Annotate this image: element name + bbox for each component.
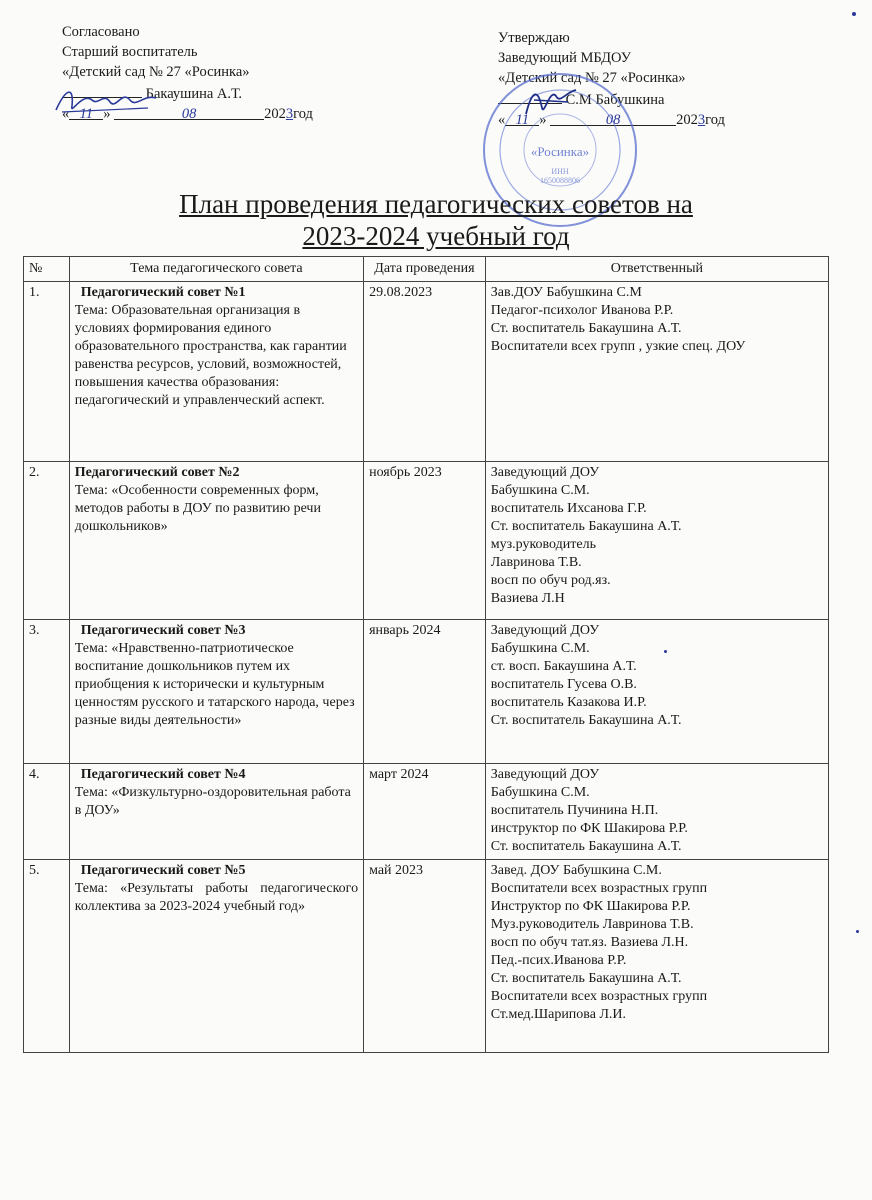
ink-dot: [852, 12, 856, 16]
ink-dot: [856, 930, 859, 933]
responsible-line: Завед. ДОУ Бабушкина С.М.: [490, 863, 662, 878]
responsible-line: воспитатель Казакова И.Р.: [490, 695, 647, 710]
approval-left-year-suffix: год: [293, 106, 313, 122]
responsible-line: Ст. воспитатель Бакаушина А.Т.: [490, 519, 682, 534]
approval-right-year-digit: 3: [697, 112, 706, 128]
row-date: 29.08.2023: [364, 282, 486, 462]
councils-table: [23, 256, 829, 1053]
responsible-line: Лавринова Т.В.: [490, 555, 582, 570]
header-date: Дата проведения: [364, 257, 486, 282]
approval-left-date-line: « 11 » 08 2023год: [62, 106, 313, 122]
responsible-line: инструктор по ФК Шакирова Р.Р.: [490, 821, 688, 836]
responsible-line: воспитатель Ихсанова Г.Р.: [490, 501, 647, 516]
approval-right-line3: «Детский сад № 27 «Росинка»: [498, 70, 686, 86]
approval-left-month: 08: [114, 104, 264, 120]
responsible-line: Воспитатели всех возрастных групп: [490, 989, 708, 1004]
responsible-line: ст. восп. Бакаушина А.Т.: [490, 659, 637, 674]
row-num: 2.: [24, 462, 70, 620]
approval-left-line3: «Детский сад № 27 «Росинка»: [62, 64, 250, 80]
approval-left-year-prefix: 202: [264, 106, 286, 122]
row-date: март 2024: [364, 764, 486, 860]
header-topic: Тема педагогического совета: [69, 257, 363, 282]
responsible-line: Зав.ДОУ Бабушкина С.М: [490, 285, 642, 300]
page-title: [0, 188, 872, 252]
approval-left-signer: Бакаушина А.Т.: [145, 86, 243, 102]
row-responsible: [485, 764, 828, 860]
responsible-line: Ст. воспитатель Бакаушина А.Т.: [490, 971, 682, 986]
responsible-line: Вазиева Л.Н: [490, 591, 565, 606]
approval-right-month: 08: [550, 110, 676, 126]
row-date: январь 2024: [364, 620, 486, 764]
council-topic: Тема: «Результаты работы педагогического коллектива за 2023-2024 учебный год»: [74, 881, 359, 914]
approval-right-date-line: « 11 » 08 2023год: [498, 112, 725, 128]
approval-right-day: 11: [505, 110, 539, 126]
row-num: 3.: [24, 620, 70, 764]
council-topic: Тема: «Особенности современных форм, методов работы в ДОУ по развитию речи дошкольников»: [74, 483, 321, 534]
signature-left: [52, 82, 162, 118]
responsible-line: Воспитатели всех возрастных групп: [490, 881, 708, 896]
responsible-line: Ст. воспитатель Бакаушина А.Т.: [490, 321, 682, 336]
council-title: Педагогический совет №1: [80, 285, 246, 300]
ink-dot: [664, 650, 667, 653]
row-topic-cell: [69, 860, 363, 1053]
responsible-line: муз.руководитель: [490, 537, 596, 552]
stamp-inn-label: ИНН: [551, 167, 569, 176]
responsible-line: Заведующий ДОУ: [490, 623, 600, 638]
approval-right-line1: Утверждаю: [498, 30, 570, 46]
row-num: 4.: [24, 764, 70, 860]
row-topic-cell: [69, 764, 363, 860]
responsible-line: восп по обуч род.яз.: [490, 573, 611, 588]
row-responsible: [485, 462, 828, 620]
responsible-line: Муз.руководитель Лавринова Т.В.: [490, 917, 694, 932]
council-topic: Тема: «Физкультурно-оздоровительная работа в ДОУ»: [74, 785, 351, 818]
row-responsible: [485, 282, 828, 462]
responsible-line: Ст. воспитатель Бакаушина А.Т.: [490, 839, 682, 854]
council-title: Педагогический совет №5: [80, 863, 246, 878]
row-date: ноябрь 2023: [364, 462, 486, 620]
row-responsible: [485, 860, 828, 1053]
stamp-name: «Росинка»: [530, 144, 590, 159]
responsible-line: Пед.-псих.Иванова Р.Р.: [490, 953, 627, 968]
approval-left-line2: Старший воспитатель: [62, 44, 198, 60]
signature-right: [520, 82, 580, 122]
approval-right-line2: Заведующий МБДОУ: [498, 50, 631, 66]
responsible-line: воспитатель Гусева О.В.: [490, 677, 637, 692]
row-num: 5.: [24, 860, 70, 1053]
council-topic: Тема: Образовательная организация в условиях формирования единого образовательного пространства, как гарантии равенства ресурсов, условий, возможностей, повышения качества образования: педагогический и управленческий аспект.: [74, 303, 347, 408]
title-line-1: План проведения педагогических советов на: [179, 189, 693, 219]
row-responsible: [485, 620, 828, 764]
approval-right-year-suffix: год: [705, 112, 725, 128]
approval-left-year-digit: 3: [285, 106, 294, 122]
table-row: [24, 764, 829, 860]
row-date: май 2023: [364, 860, 486, 1053]
council-topic: Тема: «Нравственно-патриотическое воспитание дошкольников путем их приобщения к исторически и культурным ценностям русского и татарского народа, через разные виды деятельности»: [74, 641, 355, 728]
row-topic-cell: [69, 462, 363, 620]
responsible-line: воспитатель Пучинина Н.П.: [490, 803, 659, 818]
table-row: [24, 620, 829, 764]
responsible-line: Педагог-психолог Иванова Р.Р.: [490, 303, 674, 318]
approval-right-signer: С.М Бабушкина: [565, 92, 665, 108]
approval-left-line1: Согласовано: [62, 24, 140, 40]
header-responsible: Ответственный: [485, 257, 828, 282]
approval-right-year-prefix: 202: [676, 112, 698, 128]
title-line-2: 2023-2024 учебный год: [302, 221, 570, 251]
table-row: [24, 282, 829, 462]
row-topic-cell: [69, 282, 363, 462]
responsible-line: Ст.мед.Шарипова Л.И.: [490, 1007, 627, 1022]
council-title: Педагогический совет №4: [80, 767, 246, 782]
table-row: [24, 462, 829, 620]
responsible-line: Заведующий ДОУ: [490, 767, 600, 782]
row-topic-cell: [69, 620, 363, 764]
council-title: Педагогический совет №2: [74, 465, 240, 480]
responsible-line: Бабушкина С.М.: [490, 641, 590, 656]
table-header-row: [24, 257, 829, 282]
approval-left-day: 11: [69, 104, 103, 120]
stamp-inn: 1650088806: [540, 176, 580, 185]
header-num: №: [24, 257, 70, 282]
responsible-line: Инструктор по ФК Шакирова Р.Р.: [490, 899, 691, 914]
responsible-line: Заведующий ДОУ: [490, 465, 600, 480]
row-num: 1.: [24, 282, 70, 462]
table-row: [24, 860, 829, 1053]
responsible-line: Воспитатели всех групп , узкие спец. ДОУ: [490, 339, 746, 354]
responsible-line: Ст. воспитатель Бакаушина А.Т.: [490, 713, 682, 728]
responsible-line: Бабушкина С.М.: [490, 483, 590, 498]
responsible-line: Бабушкина С.М.: [490, 785, 590, 800]
council-title: Педагогический совет №3: [80, 623, 246, 638]
responsible-line: восп по обуч тат.яз. Вазиева Л.Н.: [490, 935, 689, 950]
